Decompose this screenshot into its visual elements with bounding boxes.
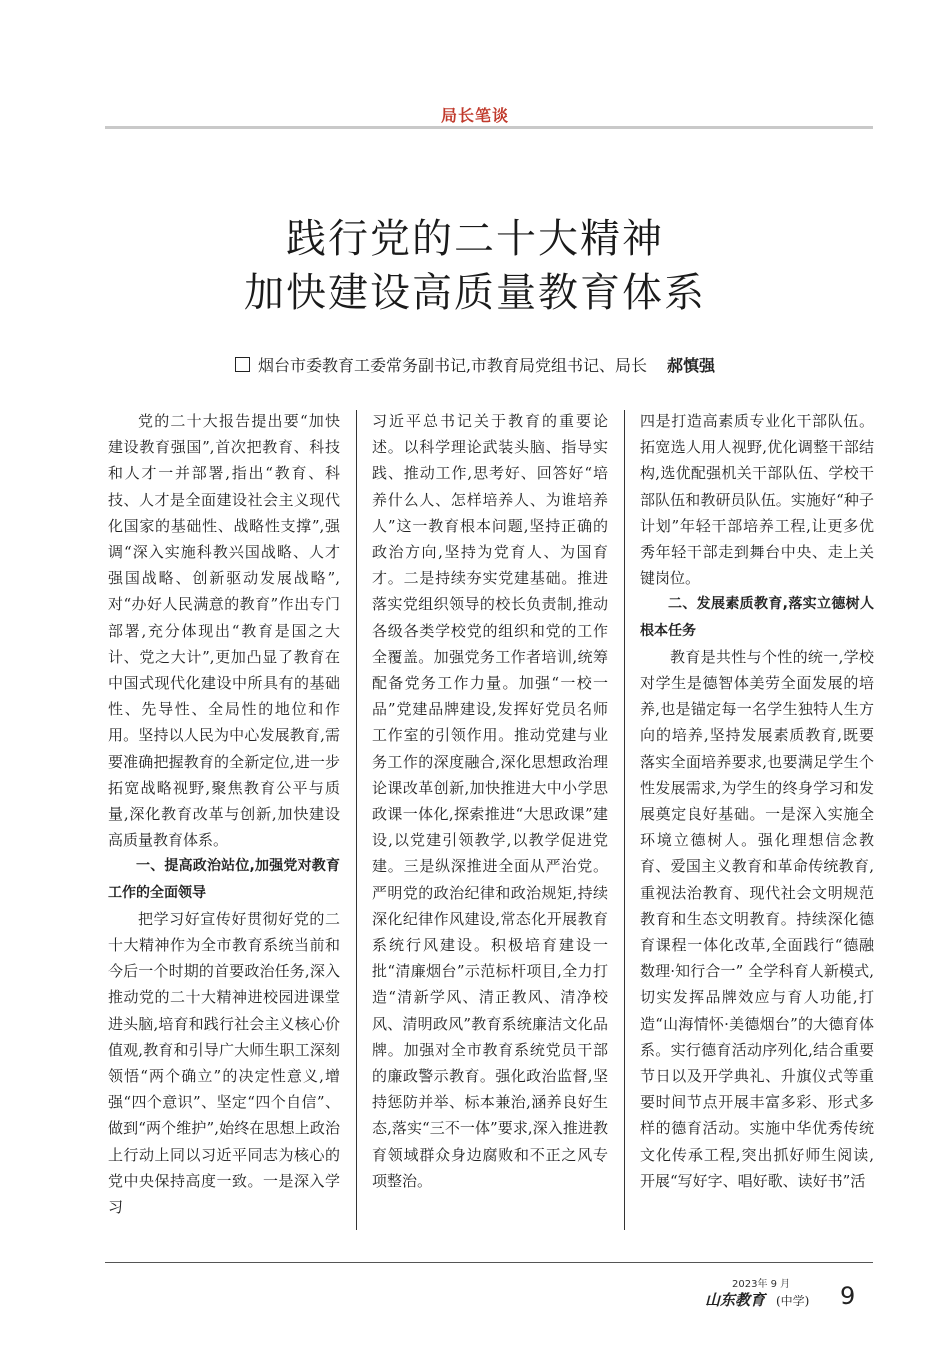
section-heading-1: 一、提高政治站位,加强党对教育工作的全面领导 — [108, 858, 340, 901]
author-name: 郝慎强 — [667, 356, 716, 375]
square-icon — [235, 357, 250, 372]
article-column-2 — [372, 408, 608, 1228]
column-divider — [624, 410, 625, 1230]
byline — [0, 353, 950, 376]
section-tag: 局长笔谈 — [440, 106, 509, 125]
body-paragraph: 教育是共性与个性的统一,学校对学生是德智体美劳全面发展的培养,也是锚定每一名学生独特人生方向的培养,坚持发展素质教育,既要落实全面培养要求,也要满足学生个性发展需求,为学生的终身学习和发展奠定良好基础。一是深入实施全环境立德树人。强化理想信念教育、爱国主义教育和革命传统教育,重视法治教育、现代社会文明规范教育和生态文明教育。持续深化德育课程一体化改革,全面践行“德融数理·知行合一” 全学科育人新模式,切实发挥品牌效应与育人功能,打造“山海情怀·美德烟台”的大德育体系。实行德育活动序列化,结合重要节日以及开学典礼、升旗仪式等重要时间节点开展丰富多彩、形式多样的德育活动。实施中华优秀传统文化传承工程,突出抓好师生阅读,开展“写好字、唱好歌、读好书”活 — [640, 647, 874, 1190]
article-column-1 — [108, 408, 340, 1228]
section-heading-2: 二、发展素质教育,落实立德树人根本任务 — [640, 596, 874, 639]
author-affiliation: 烟台市委教育工委常务副书记,市教育局党组书记、局长 — [257, 356, 648, 375]
article-title — [0, 212, 950, 320]
issue-date: 2023年 9 月 — [732, 1279, 791, 1290]
body-paragraph-continued: 四是打造高素质专业化干部队伍。拓宽选人用人视野,优化调整干部结构,选优配强机关干部队伍、学校干部队伍和教研员队伍。实施好“种子计划”年轻干部培养工程,让更多优秀年轻干部走到舞台中央、走上关键岗位。 — [640, 412, 874, 588]
header-rule — [105, 126, 873, 129]
body-paragraph: 把学习好宣传好贯彻好党的二十大精神作为全市教育系统当前和今后一个时期的首要政治任务,深入推动党的二十大精神进校园进课堂进头脑,培育和践行社会主义核心价值观,教育和引导广大师生职工深刻领悟“两个确立”的决定性意义,增强“四个意识”、坚定“四个自信”、做到“两个维护”,始终在思想上政治上行动上同以习近平同志为核心的党中央保持高度一致。一是深入学习 — [108, 909, 340, 1217]
body-paragraph-continued: 习近平总书记关于教育的重要论述。以科学理论武装头脑、指导实践、推动工作,思考好、回答好“培养什么人、怎样培养人、为谁培养人”这一教育根本问题,坚持正确的政治方向,坚持为党育人、为国育才。二是持续夯实党建基础。推进落实党组织领导的校长负责制,推动各级各类学校党的组织和党的工作全覆盖。加强党务工作者培训,统筹配备党务工作力量。加强“一校一品”党建品牌建设,发挥好党员名师工作室的引领作用。推动党建与业务工作的深度融合,深化思想政治理论课改革创新,加快推进大中小学思政课一体化,探索推进“大思政课”建设,以党建引领教学,以教学促进党建。三是纵深推进全面从严治党。严明党的政治纪律和政治规矩,持续深化纪律作风建设,常态化开展教育系统行风建设。积极培育建设一批“清廉烟台”示范标杆项目,全力打造“清新学风、清正教风、清净校风、清明政风”教育系统廉洁文化品牌。加强对全市教育系统党员干部的廉政警示教育。强化政治监督,坚持惩防并举、标本兼治,涵养良好生态,落实“三不一体”要求,深入推进教育领域群众身边腐败和不正之风专项整治。 — [372, 412, 608, 1190]
title-line-2: 加快建设高质量教育体系 — [244, 270, 706, 316]
magazine-logo: 山东教育 — [705, 1291, 766, 1309]
intro-paragraph: 党的二十大报告提出要“加快建设教育强国”,首次把教育、科技和人才一并部署,指出“教育、科技、人才是全面建设社会主义现代化国家的基础性、战略性支撑”,强调“深入实施科教兴国战略、人才强国战略、创新驱动发展战略”,对“办好人民满意的教育”作出专门部署,充分体现出“教育是国之大计、党之大计”,更加凸显了教育在中国式现代化建设中所具有的基础性、先导性、全局性的地位和作用。坚持以人民为中心发展教育,需要准确把握教育的全新定位,进一步拓宽战略视野,聚焦教育公平与质量,深化教育改革与创新,加快建设高质量教育体系。 — [108, 412, 340, 850]
magazine-edition: (中学) — [776, 1294, 810, 1308]
title-line-1: 践行党的二十大精神 — [286, 216, 664, 262]
footer-rule — [105, 1262, 873, 1263]
page-number: 9 — [840, 1282, 856, 1310]
column-divider — [356, 410, 357, 1230]
article-column-3 — [640, 408, 874, 1228]
